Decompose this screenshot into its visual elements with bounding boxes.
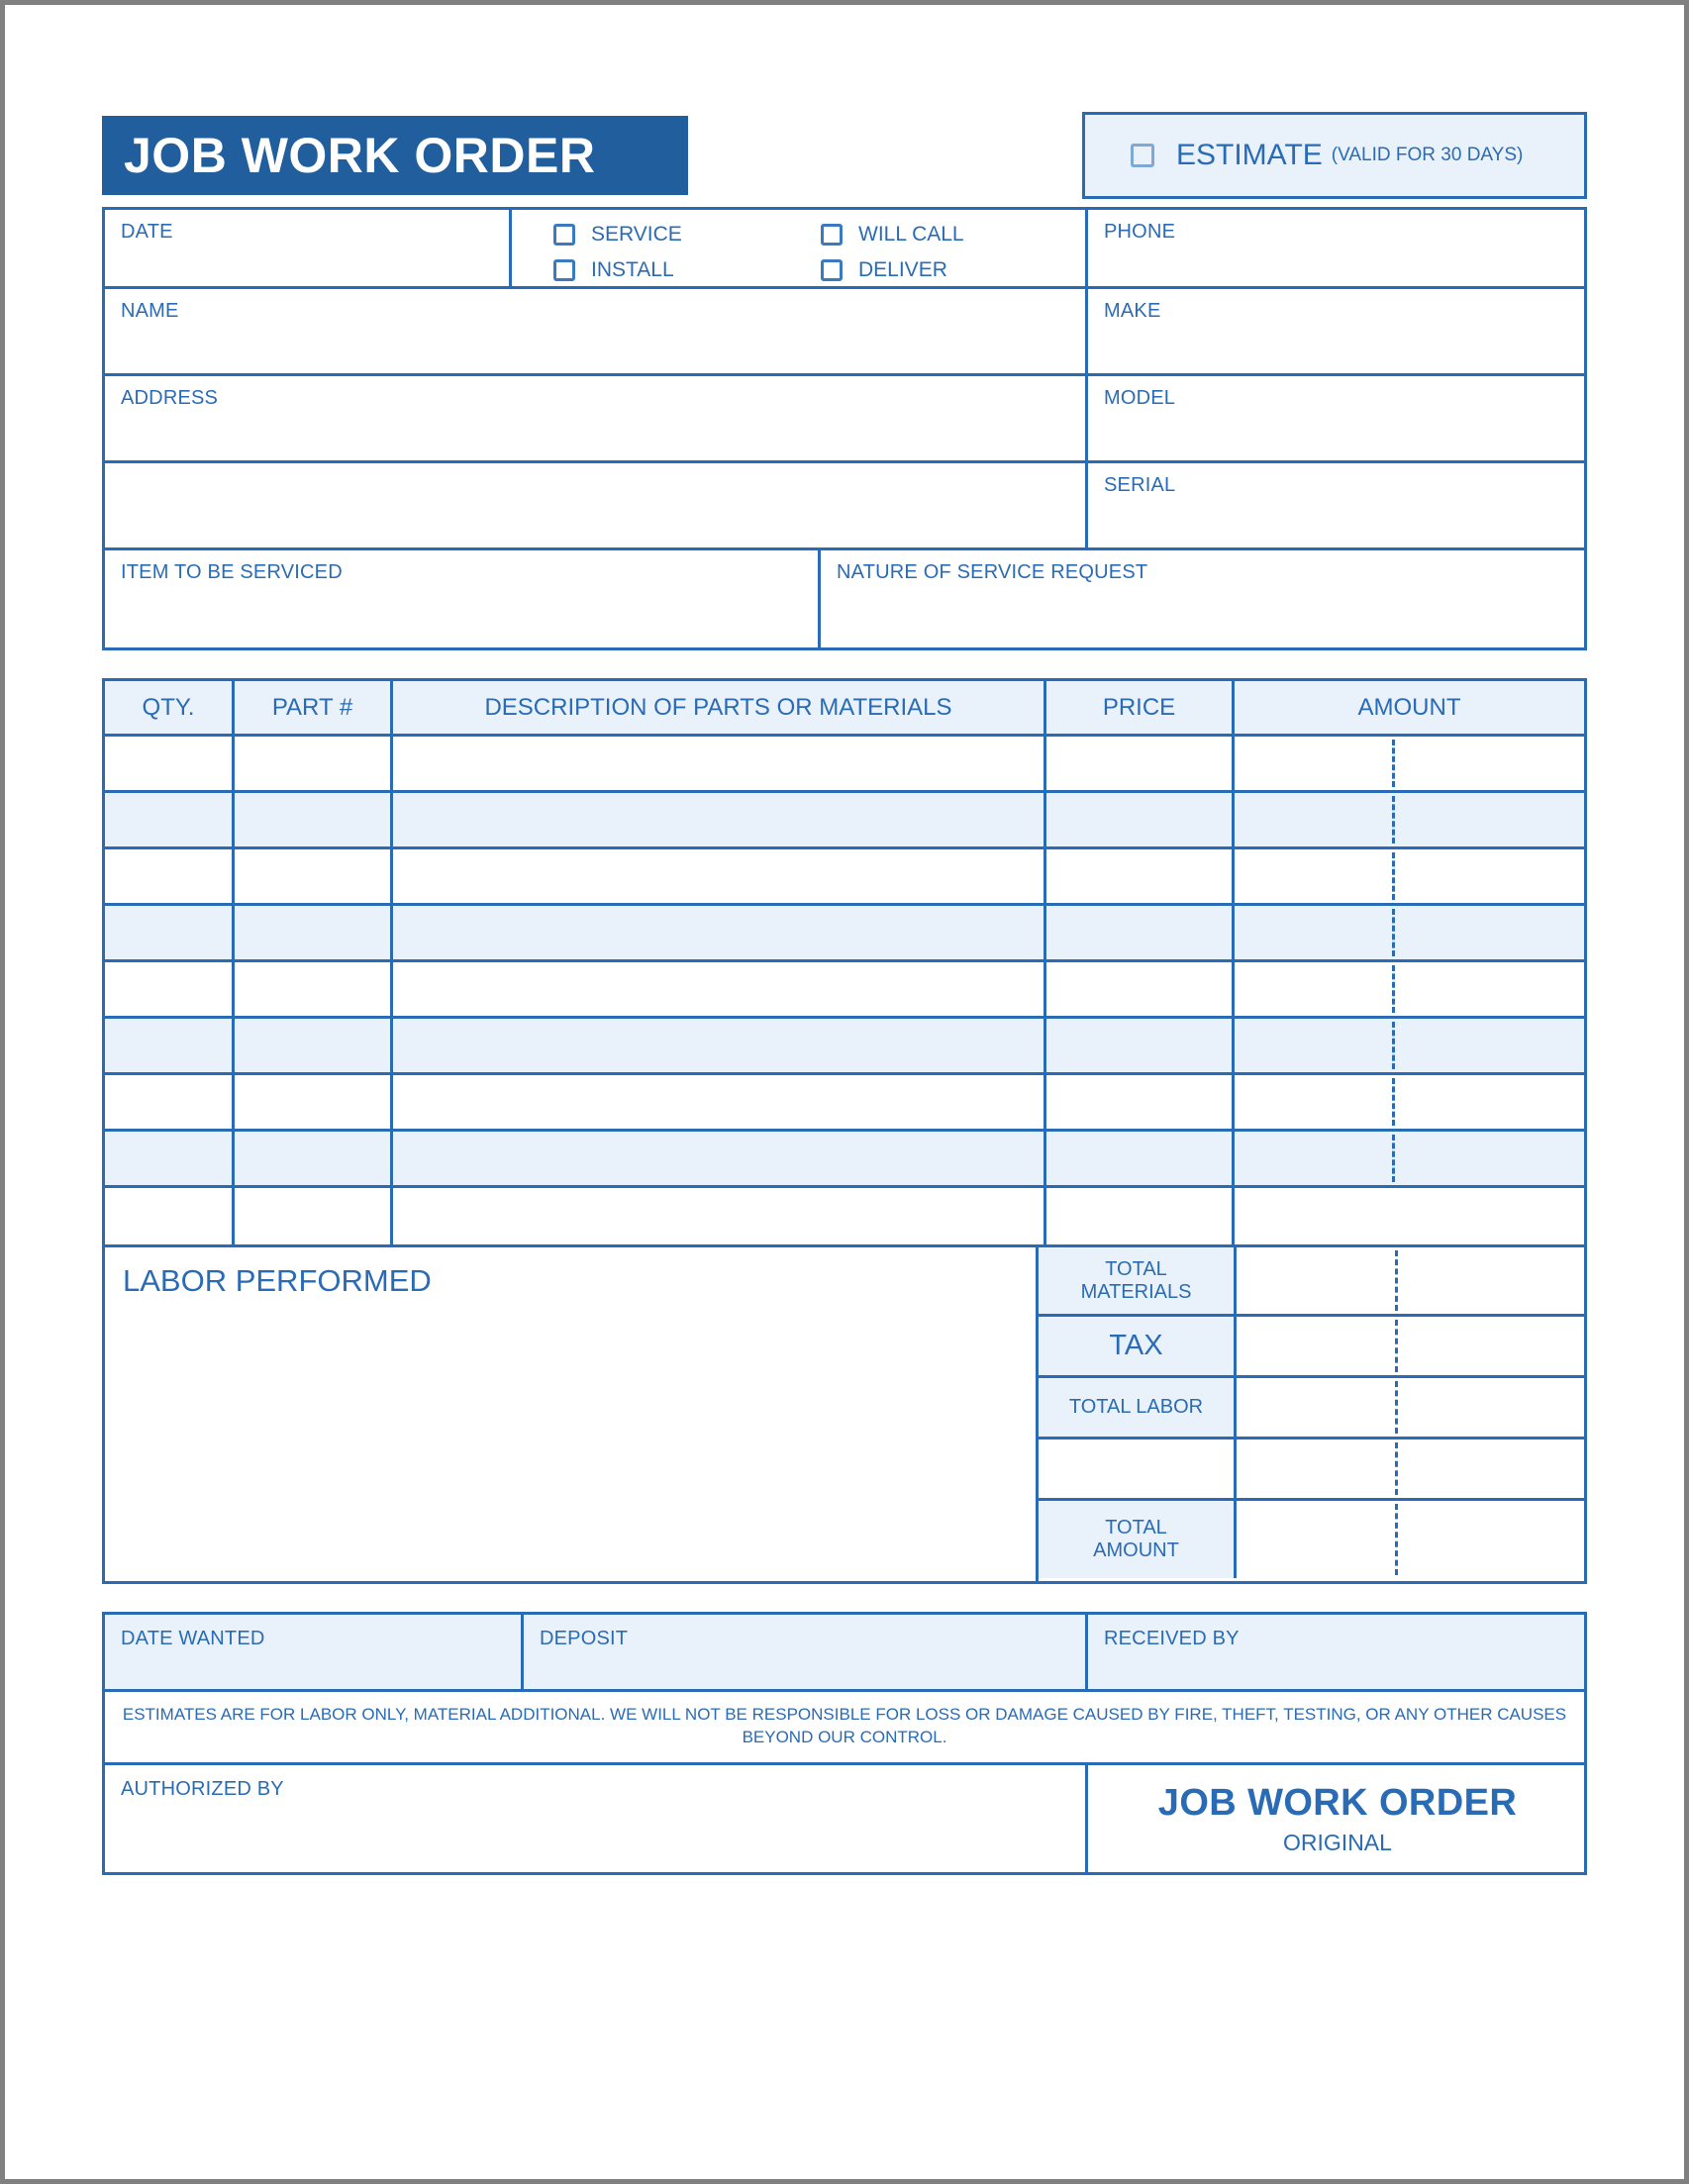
totals-column	[1036, 1247, 1587, 1581]
cell-price[interactable]	[1043, 962, 1232, 1016]
label-tax: TAX	[1039, 1317, 1237, 1375]
row-name-make	[102, 286, 1587, 373]
field-item-to-be-serviced[interactable]	[105, 550, 818, 647]
cell-part-number[interactable]	[232, 906, 390, 959]
label-serial: SERIAL	[1104, 474, 1176, 496]
table-row[interactable]	[105, 849, 1584, 906]
total-materials-line1: TOTAL	[1105, 1257, 1167, 1280]
total-amount-line2: AMOUNT	[1093, 1539, 1179, 1561]
field-authorized-by[interactable]	[105, 1765, 1085, 1872]
field-date[interactable]	[105, 210, 509, 286]
field-address[interactable]	[105, 376, 1085, 460]
cell-description[interactable]	[390, 1019, 1043, 1072]
cell-qty[interactable]	[105, 849, 232, 903]
copy-stamp	[1085, 1765, 1587, 1872]
cell-qty[interactable]	[105, 962, 232, 1016]
cell-qty[interactable]	[105, 737, 232, 790]
cell-price[interactable]	[1043, 1188, 1232, 1244]
cell-price[interactable]	[1043, 849, 1232, 903]
total-labor-row	[1039, 1378, 1587, 1439]
cents-divider	[1392, 796, 1395, 844]
form-page	[5, 5, 1684, 2179]
cell-part-number[interactable]	[232, 737, 390, 790]
label-total-amount	[1039, 1501, 1237, 1578]
cents-divider	[1392, 740, 1395, 787]
field-date-wanted[interactable]	[105, 1615, 521, 1689]
cents-divider	[1395, 1442, 1398, 1495]
work-order-form	[102, 104, 1587, 1875]
cell-price[interactable]	[1043, 1019, 1232, 1072]
install-label: INSTALL	[591, 258, 674, 281]
label-make: MAKE	[1104, 300, 1161, 322]
table-row[interactable]	[105, 793, 1584, 849]
labor-and-totals-block	[102, 1247, 1587, 1584]
value-blank-total[interactable]	[1237, 1439, 1587, 1498]
estimate-label: ESTIMATE	[1176, 139, 1323, 171]
service-checkbox[interactable]	[553, 224, 575, 246]
table-row[interactable]	[105, 962, 1584, 1019]
cell-description[interactable]	[390, 1132, 1043, 1185]
disclaimer-text: ESTIMATES ARE FOR LABOR ONLY, MATERIAL ADDITIONAL. WE WILL NOT BE RESPONSIBLE FOR LOSS OR DAMAGE CAUSED BY FIRE, THEFT, TESTING, OR ANY OTHER CAUSES BEYOND OUR CONTROL.	[122, 1705, 1567, 1746]
cell-part-number[interactable]	[232, 1019, 390, 1072]
column-header-amount: AMOUNT	[1232, 681, 1584, 734]
cents-divider	[1392, 965, 1395, 1013]
cell-amount[interactable]	[1232, 737, 1584, 790]
label-date-wanted: DATE WANTED	[121, 1628, 265, 1649]
cell-price[interactable]	[1043, 793, 1232, 846]
field-address-line2[interactable]	[105, 463, 1085, 547]
label-deposit: DEPOSIT	[540, 1628, 629, 1649]
column-header-description: DESCRIPTION OF PARTS OR MATERIALS	[390, 681, 1043, 734]
field-phone[interactable]	[1085, 210, 1590, 286]
cell-part-number[interactable]	[232, 1132, 390, 1185]
field-serial[interactable]	[1085, 463, 1590, 547]
total-amount-row	[1039, 1501, 1587, 1578]
cell-price[interactable]	[1043, 1075, 1232, 1129]
form-title-bar	[102, 116, 688, 195]
label-received-by: RECEIVED BY	[1104, 1628, 1240, 1649]
cell-qty[interactable]	[105, 906, 232, 959]
value-tax[interactable]	[1237, 1317, 1587, 1375]
row-date-deposit-received	[105, 1615, 1584, 1692]
label-phone: PHONE	[1104, 221, 1176, 243]
cell-qty[interactable]	[105, 793, 232, 846]
cents-divider	[1392, 1078, 1395, 1126]
cell-amount[interactable]	[1232, 962, 1584, 1016]
table-row[interactable]	[105, 1132, 1584, 1188]
labor-performed-input[interactable]	[105, 1247, 1036, 1581]
blank-total-row	[1039, 1439, 1587, 1501]
row-address-model	[102, 373, 1587, 460]
cell-description[interactable]	[390, 793, 1043, 846]
cell-description[interactable]	[390, 1188, 1043, 1244]
cell-qty[interactable]	[105, 1075, 232, 1129]
label-total-materials	[1039, 1247, 1237, 1314]
footer-block	[102, 1612, 1587, 1875]
label-nature-of-service-request: NATURE OF SERVICE REQUEST	[837, 561, 1148, 583]
option-deliver[interactable]	[821, 258, 947, 282]
label-address: ADDRESS	[121, 387, 219, 409]
total-amount-line1: TOTAL	[1105, 1517, 1167, 1539]
field-nature-of-service-request[interactable]	[818, 550, 1590, 647]
will-call-checkbox[interactable]	[821, 224, 843, 246]
cents-divider	[1395, 1250, 1398, 1311]
top-information-block	[102, 104, 1587, 611]
row-address2-serial	[102, 460, 1587, 547]
cell-amount[interactable]	[1232, 793, 1584, 846]
cell-part-number[interactable]	[232, 1188, 390, 1244]
label-item-to-be-serviced: ITEM TO BE SERVICED	[121, 561, 343, 583]
option-install[interactable]	[553, 258, 674, 282]
total-materials-row	[1039, 1247, 1587, 1317]
cell-part-number[interactable]	[232, 1075, 390, 1129]
column-header-price: PRICE	[1043, 681, 1232, 734]
page-title: JOB WORK ORDER	[124, 128, 596, 183]
cell-price[interactable]	[1043, 906, 1232, 959]
cell-part-number[interactable]	[232, 793, 390, 846]
cell-part-number[interactable]	[232, 962, 390, 1016]
cents-divider	[1392, 1135, 1395, 1182]
will-call-label: WILL CALL	[858, 223, 964, 246]
label-name: NAME	[121, 300, 179, 322]
cell-description[interactable]	[390, 737, 1043, 790]
parts-table-header	[105, 681, 1584, 737]
column-header-part-number: PART #	[232, 681, 390, 734]
deliver-checkbox[interactable]	[821, 259, 843, 281]
total-materials-line2: MATERIALS	[1080, 1280, 1192, 1303]
value-total-amount[interactable]	[1237, 1501, 1587, 1578]
table-row[interactable]	[105, 1019, 1584, 1075]
cents-divider	[1392, 909, 1395, 956]
value-total-materials[interactable]	[1237, 1247, 1587, 1314]
cents-divider	[1395, 1504, 1398, 1575]
table-row[interactable]	[105, 737, 1584, 793]
value-total-labor[interactable]	[1237, 1378, 1587, 1437]
estimate-validity-note: (VALID FOR 30 DAYS)	[1331, 145, 1524, 165]
cell-amount[interactable]	[1232, 849, 1584, 903]
cell-qty[interactable]	[105, 1132, 232, 1185]
field-service-options	[509, 210, 1085, 286]
cell-amount[interactable]	[1232, 1075, 1584, 1129]
cell-price[interactable]	[1043, 737, 1232, 790]
field-deposit[interactable]	[521, 1615, 1085, 1689]
cell-description[interactable]	[390, 906, 1043, 959]
stamp-title: JOB WORK ORDER	[1157, 1781, 1518, 1824]
label-date: DATE	[121, 221, 173, 243]
row-item-nature	[102, 547, 1587, 650]
deliver-label: DELIVER	[858, 258, 947, 281]
label-model: MODEL	[1104, 387, 1176, 409]
table-row[interactable]	[105, 1188, 1584, 1244]
option-service[interactable]	[553, 223, 682, 247]
install-checkbox[interactable]	[553, 259, 575, 281]
field-name[interactable]	[105, 289, 1085, 373]
label-total-labor: TOTAL LABOR	[1039, 1378, 1237, 1437]
estimate-checkbox[interactable]	[1131, 144, 1154, 167]
table-row[interactable]	[105, 906, 1584, 962]
row-authorized-stamp	[105, 1765, 1584, 1872]
row-date-options-phone	[102, 207, 1587, 286]
field-received-by[interactable]	[1085, 1615, 1584, 1689]
table-row[interactable]	[105, 1075, 1584, 1132]
stamp-subtitle: ORIGINAL	[1283, 1829, 1392, 1855]
cell-description[interactable]	[390, 1075, 1043, 1129]
service-label: SERVICE	[591, 223, 682, 246]
label-authorized-by: AUTHORIZED BY	[121, 1778, 284, 1800]
label-blank-total	[1039, 1439, 1237, 1498]
cell-amount[interactable]	[1232, 1132, 1584, 1185]
cents-divider	[1392, 852, 1395, 900]
parts-materials-table	[102, 678, 1587, 1247]
option-will-call[interactable]	[821, 223, 964, 247]
field-make[interactable]	[1085, 289, 1590, 373]
cell-part-number[interactable]	[232, 849, 390, 903]
label-labor-performed: LABOR PERFORMED	[123, 1263, 432, 1298]
row-disclaimer	[105, 1692, 1584, 1765]
cell-amount[interactable]	[1232, 1019, 1584, 1072]
tax-row	[1039, 1317, 1587, 1378]
cell-price[interactable]	[1043, 1132, 1232, 1185]
estimate-option[interactable]	[1082, 112, 1587, 199]
cell-amount[interactable]	[1232, 1188, 1584, 1244]
field-model[interactable]	[1085, 376, 1590, 460]
column-header-qty: QTY.	[142, 693, 195, 721]
cell-amount[interactable]	[1232, 906, 1584, 959]
cell-qty[interactable]	[105, 1019, 232, 1072]
cell-description[interactable]	[390, 962, 1043, 1016]
cell-qty[interactable]	[105, 1188, 232, 1244]
cents-divider	[1392, 1022, 1395, 1069]
cell-description[interactable]	[390, 849, 1043, 903]
cents-divider	[1395, 1381, 1398, 1434]
cents-divider	[1395, 1320, 1398, 1372]
